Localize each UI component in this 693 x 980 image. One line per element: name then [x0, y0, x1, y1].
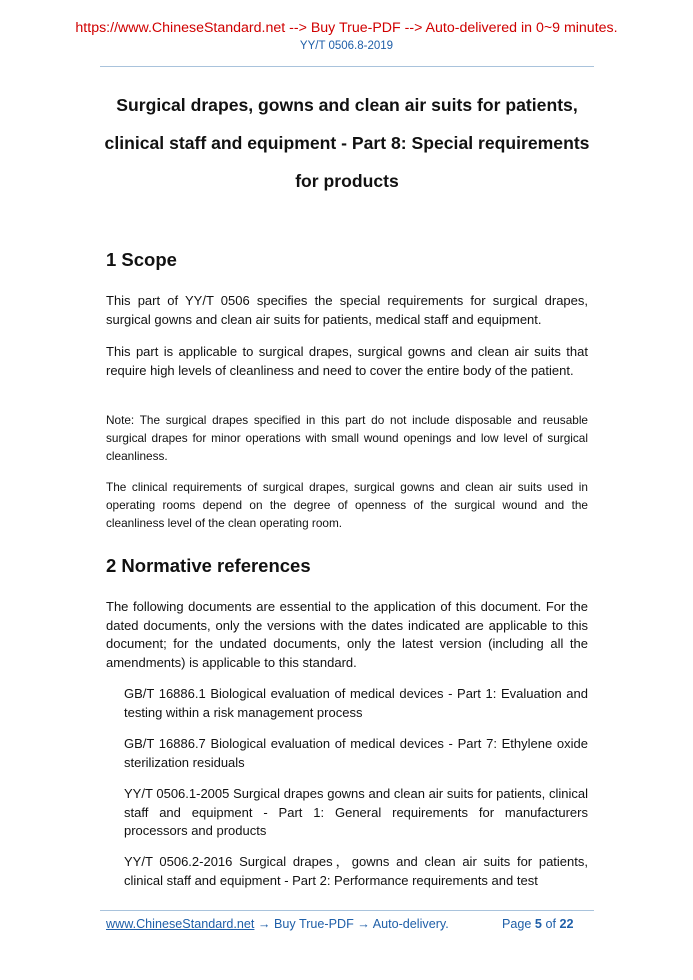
- page-of: of: [545, 917, 556, 931]
- scope-note: Note: The surgical drapes specified in this part do not include disposable and reusable surgical drapes for minor operations with small wound openings and low level of surgical cleanliness.: [106, 413, 588, 463]
- promo-banner[interactable]: https://www.ChineseStandard.net --> Buy True-PDF --> Auto-delivered in 0~9 minutes.: [75, 20, 618, 36]
- document-number: YY/T 0506.8-2019: [299, 40, 394, 52]
- normative-intro: The following documents are essential to the application of this document. For the dated documents, only the versions with the dates indicated are applicable to this document; for the undated documents, only the latest version (including all the amendments) is applicable to this standard.: [106, 599, 588, 670]
- header-divider: [100, 66, 594, 67]
- footer-links: [106, 917, 449, 931]
- page-indicator: [502, 917, 573, 931]
- page-current: 5: [534, 917, 542, 931]
- section-heading-normative-references: 2 Normative references: [106, 555, 311, 576]
- document-title: Surgical drapes, gowns and clean air suits for patients, clinical staff and equipment - Part 8: Special requirements for products: [104, 95, 590, 191]
- footer-divider: [100, 910, 594, 911]
- footer-buy-text: → Buy True-PDF: [254, 917, 358, 931]
- scope-paragraph-3: The clinical requirements of surgical drapes, surgical gowns and clean air suits used in operating rooms depend on the degree of openness of the surgical wound and the cleanliness level of the clean operating room.: [106, 480, 588, 530]
- footer-site-link[interactable]: www.ChineseStandard.net: [106, 917, 255, 931]
- footer-delivery-text: → Auto-delivery.: [357, 917, 449, 931]
- section-heading-scope: 1 Scope: [106, 249, 177, 270]
- reference-item: YY/T 0506.2-2016 Surgical drapes，gowns and clean air suits for patients, clinical staff and equipment - Part 2: Performance requirements and test: [124, 854, 588, 888]
- scope-paragraph-2: This part is applicable to surgical drapes, surgical gowns and clean air suits that require high levels of cleanliness and need to cover the entire body of the patient.: [106, 344, 588, 378]
- scope-paragraph-1: This part of YY/T 0506 specifies the special requirements for surgical drapes, surgical gowns and clean air suits for patients, medical staff and equipment.: [106, 293, 588, 327]
- reference-item: GB/T 16886.7 Biological evaluation of medical devices - Part 7: Ethylene oxide sterilization residuals: [124, 736, 588, 770]
- reference-item: GB/T 16886.1 Biological evaluation of medical devices - Part 1: Evaluation and testing within a risk management process: [124, 686, 588, 720]
- page-total: 22: [559, 917, 574, 931]
- page-label: Page: [502, 917, 532, 931]
- reference-item: YY/T 0506.1-2005 Surgical drapes gowns and clean air suits for patients, clinical staff and equipment - Part 1: General requirements for manufacturers processors and products: [124, 786, 588, 838]
